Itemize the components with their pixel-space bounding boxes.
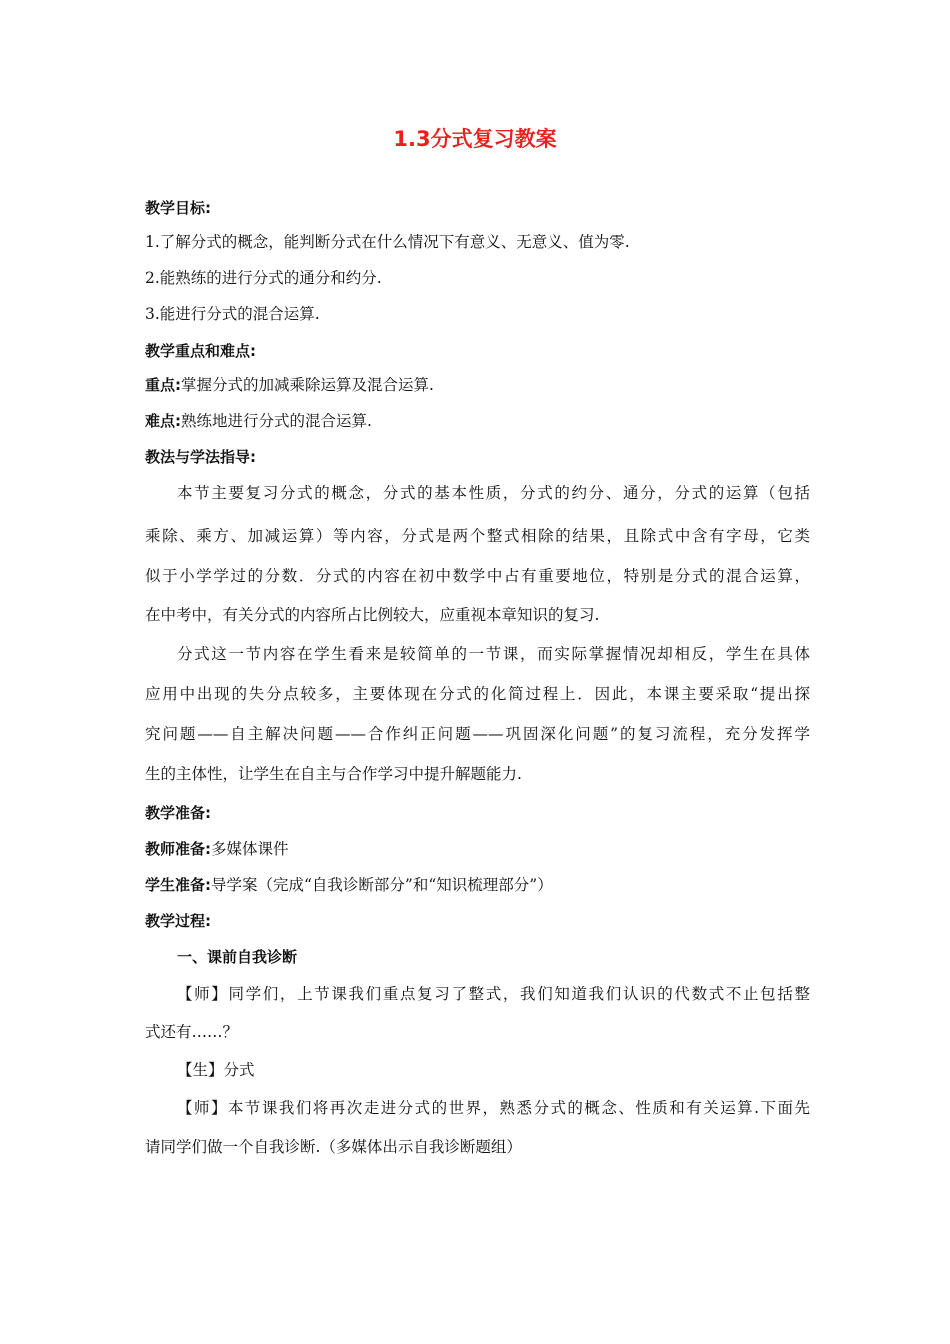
teacher-prep-label: 教师准备: [145, 840, 211, 858]
objective-item-1: 1.了解分式的概念，能判断分式在什么情况下有意义、无意义、值为零. [145, 233, 630, 251]
student-tag: 【生】 [177, 1061, 224, 1079]
objective-item-3: 3.能进行分式的混合运算. [145, 305, 320, 323]
focus-label: 重点: [145, 376, 181, 394]
teacher-tag: 【师】 [177, 1099, 228, 1117]
teacher-prep-text: 多媒体课件 [211, 840, 289, 858]
teacher-line-2 [177, 1097, 810, 1119]
teacher-line-2-cont: 请同学们做一个自我诊断.（多媒体出示自我诊断题组） [145, 1138, 522, 1156]
student-prep-text: 导学案（完成“自我诊断部分”和“知识梳理部分”） [211, 876, 553, 894]
document-title: 1.3分式复习教案 [393, 127, 557, 151]
teacher-text-2: 本节课我们将再次走进分式的世界，熟悉分式的概念、性质和有关运算.下面先 [227, 1099, 810, 1117]
methods-p2-line-2: 应用中出现的失分点较多，主要体现在分式的化简过程上．因此，本课主要采取“提出探 [145, 685, 810, 703]
student-prep-label: 学生准备: [145, 876, 211, 894]
methods-p1-line-3: 似于小学学过的分数．分式的内容在初中数学中占有重要地位，特别是分式的混合运算， [145, 567, 810, 585]
student-prep-line [145, 874, 810, 896]
methods-p2-line-1: 分式这一节内容在学生看来是较简单的一节课，而实际掌握情况却相反，学生在具体 [177, 645, 810, 663]
methods-p2-line-3: 究问题——自主解决问题——合作纠正问题——巩固深化问题”的复习流程，充分发挥学 [145, 725, 810, 743]
student-text-1: 分式 [223, 1061, 255, 1079]
objective-item-2: 2.能熟练的进行分式的通分和约分. [145, 269, 382, 287]
difficulty-text: 熟练地进行分式的混合运算. [181, 412, 372, 430]
teacher-line-1-cont: 式还有……？ [145, 1023, 239, 1041]
teacher-prep-line [145, 838, 810, 860]
methods-p1-line-2: 乘除、乘方、加减运算）等内容，分式是两个整式相除的结果，且除式中含有字母，它类 [145, 527, 810, 545]
teacher-text-1: 同学们，上节课我们重点复习了整式，我们知道我们认识的代数式不止包括整 [228, 985, 810, 1003]
methods-p2-line-4: 生的主体性，让学生在自主与合作学习中提升解题能力. [145, 765, 522, 783]
student-line-1 [177, 1059, 842, 1081]
process-heading: 教学过程: [145, 912, 211, 930]
difficulty-label: 难点: [145, 412, 181, 430]
process-section-1: 一、课前自我诊断 [177, 948, 298, 966]
teacher-tag: 【师】 [177, 985, 229, 1003]
methods-heading: 教法与学法指导: [145, 448, 256, 466]
teacher-line-1 [177, 983, 810, 1005]
key-points-heading: 教学重点和难点: [145, 342, 256, 360]
focus-text: 掌握分式的加减乘除运算及混合运算. [181, 376, 434, 394]
preparation-heading: 教学准备: [145, 804, 211, 822]
methods-p1-line-1: 本节主要复习分式的概念，分式的基本性质，分式的约分、通分，分式的运算（包括 [177, 484, 810, 502]
difficulty-line [145, 410, 810, 432]
focus-line [145, 374, 810, 396]
methods-p1-line-4: 在中考中，有关分式的内容所占比例较大，应重视本章知识的复习. [145, 606, 600, 624]
objectives-heading: 教学目标: [145, 199, 211, 217]
